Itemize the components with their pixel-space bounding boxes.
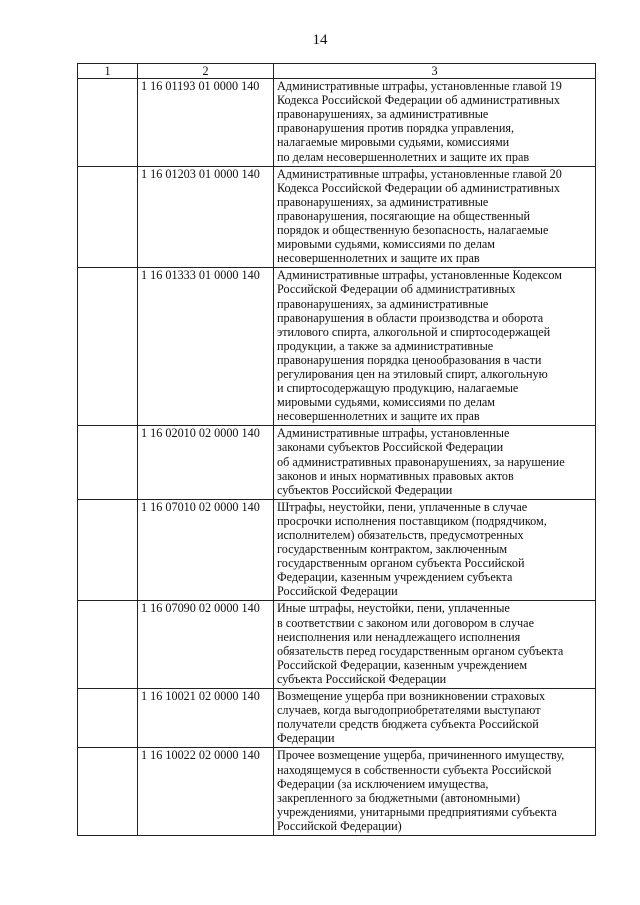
page-number: 14 — [312, 32, 328, 48]
row-number-cell — [78, 499, 138, 601]
row-number-cell — [78, 166, 138, 268]
table-row — [78, 426, 596, 499]
budget-code-cell: 1 16 10022 02 0000 140 — [138, 748, 274, 836]
header-col-1: 1 — [78, 64, 138, 79]
row-number-cell — [78, 268, 138, 426]
description-cell: Возмещение ущерба при возникновении страховых случаев, когда выгодоприобретателями выступают получатели средств бюджета субъекта Российской Федерации — [274, 689, 596, 748]
budget-code-cell: 1 16 02010 02 0000 140 — [138, 426, 274, 499]
description-cell: Административные штрафы, установленные Кодексом Российской Федерации об административных правонарушениях, за административные правонарушения в области производства и оборота этилового спирта, алкогольной и спиртосодержащей продукции, а также за административные правонарушения порядка ценообразования в части регулирования цен на этиловый спирт, алкогольную и спиртосодержащую продукцию, налагаемые мировыми судьями, комиссиями по делам несовершеннолетних и защите их прав — [274, 268, 596, 426]
table-header-row — [78, 64, 596, 79]
budget-code-cell: 1 16 07010 02 0000 140 — [138, 499, 274, 601]
row-number-cell — [78, 79, 138, 167]
row-number-cell — [78, 426, 138, 499]
budget-code-cell: 1 16 10021 02 0000 140 — [138, 689, 274, 748]
header-col-3: 3 — [274, 64, 596, 79]
row-number-cell — [78, 748, 138, 836]
table-row — [78, 748, 596, 836]
description-cell: Административные штрафы, установленные законами субъектов Российской Федерации об административных правонарушениях, за нарушение законов и иных нормативных правовых актов субъектов Российской Федерации — [274, 426, 596, 499]
description-cell: Иные штрафы, неустойки, пени, уплаченные в соответствии с законом или договором в случае неисполнения или ненадлежащего исполнения обязательств перед государственным органом субъекта Российской Федерации, казенным учреждением субъекта Российской Федерации — [274, 601, 596, 689]
table-row — [78, 601, 596, 689]
table-row — [78, 499, 596, 601]
table-row — [78, 79, 596, 167]
budget-code-cell: 1 16 01333 01 0000 140 — [138, 268, 274, 426]
description-cell: Административные штрафы, установленные главой 20 Кодекса Российской Федерации об административных правонарушениях, за административные правонарушения, посягающие на общественный порядок и общественную безопасность, налагаемые мировыми судьями, комиссиями по делам несовершеннолетних и защите их прав — [274, 166, 596, 268]
budget-code-cell: 1 16 01193 01 0000 140 — [138, 79, 274, 167]
description-cell: Прочее возмещение ущерба, причиненного имуществу, находящемуся в собственности субъекта Российской Федерации (за исключением имущества, закрепленного за бюджетными (автономными) учреждениями, унитарными предприятиями субъекта Российской Федерации) — [274, 748, 596, 836]
row-number-cell — [78, 601, 138, 689]
table-row — [78, 689, 596, 748]
description-cell: Административные штрафы, установленные главой 19 Кодекса Российской Федерации об административных правонарушениях, за административные правонарушения против порядка управления, налагаемые мировыми судьями, комиссиями по делам несовершеннолетних и защите их прав — [274, 79, 596, 167]
header-col-2: 2 — [138, 64, 274, 79]
table-row — [78, 166, 596, 268]
budget-code-cell: 1 16 01203 01 0000 140 — [138, 166, 274, 268]
description-cell: Штрафы, неустойки, пени, уплаченные в случае просрочки исполнения поставщиком (подрядчиком, исполнителем) обязательств, предусмотренных государственным контрактом, заключенным государственным органом субъекта Российской Федерации, казенным учреждением субъекта Российской Федерации — [274, 499, 596, 601]
row-number-cell — [78, 689, 138, 748]
budget-code-cell: 1 16 07090 02 0000 140 — [138, 601, 274, 689]
revenue-codes-table — [77, 63, 596, 836]
table-row — [78, 268, 596, 426]
